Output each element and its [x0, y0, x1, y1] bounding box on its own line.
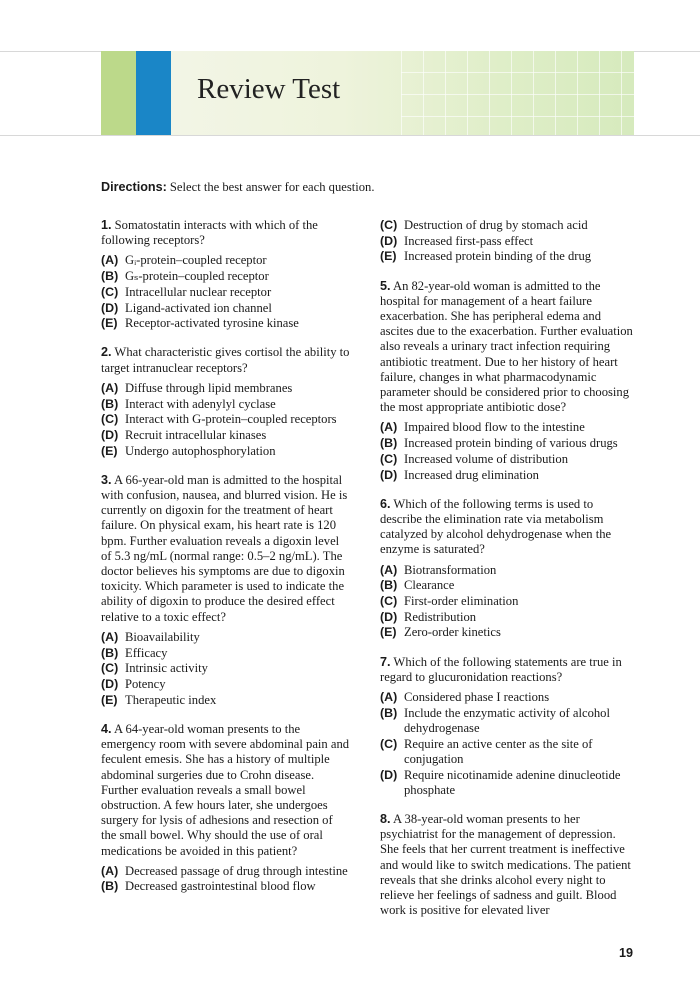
option-letter: (B): [101, 879, 119, 894]
question-number: 6.: [380, 496, 391, 511]
option-letter: (C): [101, 661, 119, 676]
directions: [101, 180, 375, 195]
question-number: 3.: [101, 472, 112, 487]
option-letter: (B): [101, 396, 119, 411]
answer-option: [101, 381, 351, 396]
option-text: Increased drug elimination: [404, 467, 539, 482]
answer-option: [101, 253, 351, 268]
answer-option: [380, 234, 633, 249]
answer-option: [380, 625, 633, 640]
question-stem: [101, 722, 351, 859]
right-column: [380, 218, 633, 932]
option-letter: (C): [380, 451, 398, 466]
answer-option: [101, 646, 351, 661]
option-text: Therapeutic index: [125, 692, 217, 707]
question-text: Which of the following statements are true in regard to glucuronidation reactions?: [380, 654, 622, 684]
question-text: An 82-year-old woman is admitted to the hospital for management of a heart failure exacerbation. She has peripheral edema and ascites due to the exacerbation. Further evaluation also reveals a urinary tract infection requiring antibiotic treatment. Due to her history of heart failure, changes in what pharmacodynamic parameter should be considered prior to choosing the most appropriate antibiotic dose?: [380, 278, 633, 415]
option-letter: (C): [380, 736, 398, 751]
option-letter: (A): [380, 420, 398, 435]
answer-option: [101, 285, 351, 300]
banner-blue-block: [136, 51, 171, 135]
option-text: Interact with adenylyl cyclase: [125, 396, 276, 411]
page-number: 19: [619, 946, 634, 960]
answer-option: [380, 468, 633, 483]
answer-option: [101, 661, 351, 676]
answer-option: [101, 269, 351, 284]
option-text: Increased first-pass effect: [404, 233, 534, 248]
answer-option: [380, 452, 633, 467]
option-text: Receptor-activated tyrosine kinase: [125, 316, 299, 331]
option-text: Increased protein binding of various drugs: [404, 436, 618, 451]
answer-option: [380, 768, 633, 798]
option-text: Gᵢ-protein–coupled receptor: [125, 253, 267, 268]
answer-option: [380, 578, 633, 593]
answer-option: [101, 693, 351, 708]
option-text: Zero-order kinetics: [404, 625, 501, 640]
question: [380, 655, 633, 798]
option-letter: (D): [380, 609, 398, 624]
option-letter: (B): [380, 705, 398, 720]
option-letter: (E): [101, 443, 118, 458]
option-text: Potency: [125, 676, 166, 691]
question-number: 4.: [101, 721, 112, 736]
option-text: Impaired blood flow to the intestine: [404, 420, 585, 435]
answer-option: [380, 218, 633, 233]
answer-option: [101, 412, 351, 427]
question-text: A 64-year-old woman presents to the emergency room with severe abdominal pain and feculent emesis. She has a history of multiple abdominal surgeries due to Crohn disease. Further evaluation reveals a small bowel obstruction. A few hours later, she undergoes surgery for lysis of adhesions and resection of the small bowel. Why should the use of oral medications be avoided in this patient?: [101, 721, 350, 858]
answer-option: [380, 436, 633, 451]
option-text: Decreased gastrointestinal blood flow: [125, 879, 316, 894]
page-title: Review Test: [197, 73, 341, 105]
option-letter: (A): [101, 629, 119, 644]
question: [101, 345, 351, 458]
question-stem: [380, 279, 633, 416]
option-text: Recruit intracellular kinases: [125, 427, 267, 442]
question: [101, 722, 351, 895]
question-text: A 38-year-old woman presents to her psychiatrist for the management of depression. She feels that her current treatment is ineffective and would like to switch medications. The patient reveals that she drinks alcohol every night to relieve her feelings of sadness and guilt. Blood work is positive for elevated liver: [380, 811, 631, 918]
option-text: Increased volume of distribution: [404, 451, 569, 466]
question-stem: [380, 812, 633, 918]
question: [380, 279, 633, 483]
option-letter: (B): [101, 269, 119, 284]
question-stem: [380, 497, 633, 558]
question: [101, 473, 351, 708]
option-letter: (D): [101, 676, 119, 691]
question-stem: [101, 473, 351, 625]
answer-option: [380, 690, 633, 705]
option-letter: (A): [101, 380, 119, 395]
option-letter: (D): [380, 233, 398, 248]
question-stem: [380, 655, 633, 685]
question-stem: [101, 345, 351, 375]
option-text: Redistribution: [404, 609, 477, 624]
question-text: Somatostatin interacts with which of the following receptors?: [101, 218, 318, 248]
question-number: 8.: [380, 811, 391, 826]
option-text: Interact with G-protein–coupled receptors: [125, 412, 337, 427]
option-letter: (E): [101, 692, 118, 707]
answer-option: [380, 563, 633, 578]
left-column: [101, 218, 351, 909]
answer-option: [101, 879, 351, 894]
answer-option: [101, 864, 351, 879]
option-letter: (A): [101, 863, 119, 878]
answer-option: [380, 594, 633, 609]
directions-text: Select the best answer for each question.: [166, 180, 375, 194]
banner-grid-pattern: [401, 51, 634, 135]
answer-option: [380, 706, 633, 736]
question-number: 5.: [380, 278, 391, 293]
option-text: Biotransformation: [404, 562, 497, 577]
option-letter: (C): [380, 593, 398, 608]
option-letter: (E): [380, 249, 397, 264]
question-text: Which of the following terms is used to describe the elimination rate via metabolism catalyzed by alcohol dehydrogenase when the enzyme is saturated?: [380, 496, 612, 557]
answer-option: [101, 428, 351, 443]
option-text: Require an active center as the site of conjugation: [404, 736, 593, 766]
option-text: Intracellular nuclear receptor: [125, 284, 272, 299]
option-letter: (C): [380, 218, 398, 232]
question-text: What characteristic gives cortisol the ability to target intranuclear receptors?: [101, 345, 350, 375]
option-text: Clearance: [404, 578, 455, 593]
option-letter: (B): [380, 436, 398, 451]
option-text: Require nicotinamide adenine dinucleotide phosphate: [404, 767, 621, 797]
question: [380, 497, 633, 641]
option-letter: (D): [380, 467, 398, 482]
option-text: Decreased passage of drug through intestine: [125, 863, 348, 878]
question-text: A 66-year-old man is admitted to the hospital with confusion, nausea, and blurred vision. He is currently on digoxin for the treatment of heart failure. On physical exam, his heart rate is 120 bpm. Further evaluation reveals a digoxin level of 5.3 ng/mL (normal range: 0.5–2 ng/mL). The doctor believes his symptoms are due to digoxin toxicity. Which parameter is used to indicate the ability of digoxin to produce the desired effect relative to a toxic effect?: [101, 472, 348, 624]
option-text: Increased protein binding of the drug: [404, 249, 592, 264]
option-letter: (B): [101, 645, 119, 660]
option-text: Gₛ-protein–coupled receptor: [125, 269, 269, 284]
answer-option: [380, 249, 633, 264]
question: [380, 812, 633, 918]
question-number: 7.: [380, 654, 391, 669]
question-4-continued-options: [380, 218, 633, 265]
option-text: Ligand-activated ion channel: [125, 300, 272, 315]
directions-label: Directions:: [101, 180, 167, 194]
question-stem: [101, 218, 351, 248]
option-letter: (D): [101, 427, 119, 442]
chapter-banner: [101, 51, 634, 135]
option-letter: (A): [380, 689, 398, 704]
option-text: Undergo autophosphorylation: [125, 443, 276, 458]
option-letter: (B): [380, 578, 398, 593]
option-letter: (D): [380, 767, 398, 782]
answer-option: [101, 444, 351, 459]
option-text: Intrinsic activity: [125, 661, 208, 676]
option-letter: (E): [101, 316, 118, 331]
option-text: First-order elimination: [404, 593, 519, 608]
option-letter: (D): [101, 300, 119, 315]
option-letter: (E): [380, 625, 397, 640]
answer-option: [101, 630, 351, 645]
option-text: Include the enzymatic activity of alcohol dehydrogenase: [404, 705, 610, 735]
answer-option: [101, 397, 351, 412]
answer-option: [380, 610, 633, 625]
answer-option: [380, 420, 633, 435]
option-letter: (A): [380, 562, 398, 577]
answer-option: [380, 737, 633, 767]
question: [101, 218, 351, 331]
question-number: 1.: [101, 218, 112, 232]
option-text: Efficacy: [125, 645, 168, 660]
answer-option: [101, 301, 351, 316]
option-text: Considered phase I reactions: [404, 689, 550, 704]
answer-option: [101, 316, 351, 331]
question-number: 2.: [101, 345, 112, 360]
answer-option: [101, 677, 351, 692]
banner-green-block: [101, 51, 136, 135]
option-letter: (C): [101, 284, 119, 299]
header-bottom-rule: [0, 135, 700, 136]
option-text: Diffuse through lipid membranes: [125, 380, 293, 395]
option-text: Destruction of drug by stomach acid: [404, 218, 588, 232]
option-text: Bioavailability: [125, 629, 200, 644]
option-letter: (C): [101, 412, 119, 427]
option-letter: (A): [101, 253, 119, 268]
